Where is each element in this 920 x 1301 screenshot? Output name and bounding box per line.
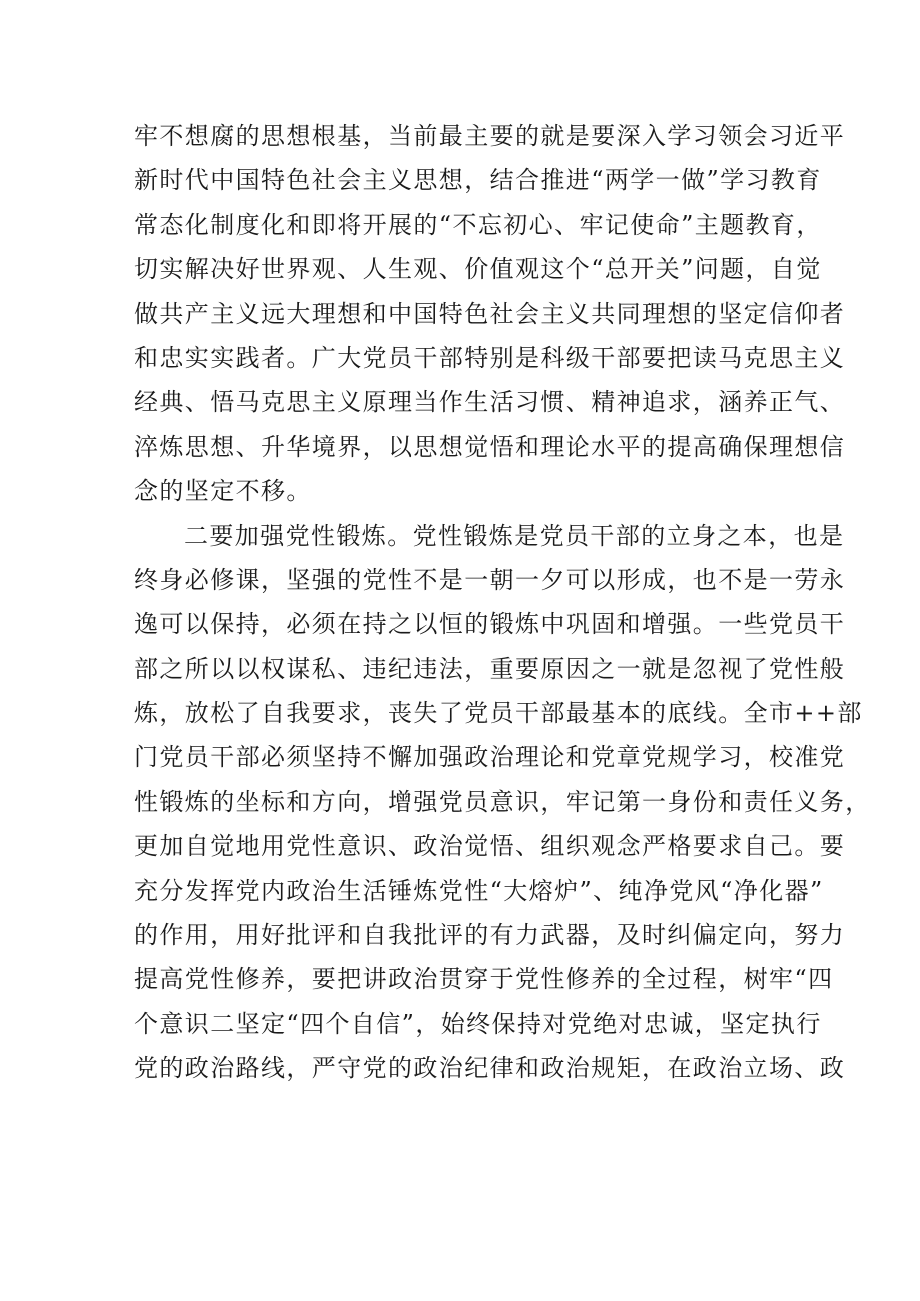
paragraph-line: 部之所以以权谋私、违纪违法，重要原因之一就是忽视了党性般 (134, 654, 846, 683)
paragraph-line: 的作用，用好批评和自我批评的有力武器，及时纠偏定向，努力 (134, 921, 846, 950)
paragraph-line: 念的坚定不移。 (134, 477, 312, 506)
paragraph-line: 和忠实实践者。广大党员干部特别是科级干部要把读马克思主义 (134, 343, 846, 372)
paragraph-line: 门党员干部必须坚持不懈加强政治理论和党章党规学习，校准党 (134, 743, 846, 772)
paragraph-first-line: 二要加强党性锻炼。党性锻炼是党员干部的立身之本，也是 (184, 521, 845, 550)
paragraph-line: 切实解决好世界观、人生观、价值观这个“总开关”问题，自觉 (134, 255, 822, 284)
paragraph-line: 新时代中国特色社会主义思想，结合推进“两学一做”学习教育 (134, 166, 822, 195)
paragraph-line: 常态化制度化和即将开展的“不忘初心、牢记使命”主题教育， (134, 210, 822, 239)
paragraph-line: 个意识二坚定“四个自信”，始终保持对党绝对忠诚，坚定执行 (134, 1009, 822, 1038)
paragraph-line: 淬炼思想、升华境界，以思想觉悟和理论水平的提高确保理想信 (134, 432, 846, 461)
document-body (134, 114, 871, 1091)
paragraph-line: 更加自觉地用党性意识、政治觉悟、组织观念严格要求自己。要 (134, 832, 846, 861)
paragraph-line: 充分发挥党内政治生活锤炼党性“大熔炉”、纯净党风“净化器” (134, 876, 824, 905)
paragraph-line: 提高党性修养，要把讲政治贯穿于党性修养的全过程，树牢“四 (134, 965, 834, 994)
paragraph-line: 逸可以保持，必须在持之以恒的锻炼中巩固和增强。一些党员干 (134, 610, 846, 639)
paragraph-line: 做共产主义远大理想和中国特色社会主义共同理想的坚定信仰者 (134, 299, 846, 328)
paragraph-2 (134, 514, 871, 1091)
paragraph-line: 牢不想腐的思想根基，当前最主要的就是要深入学习领会习近平 (134, 122, 846, 150)
paragraph-line: 经典、悟马克思主义原理当作生活习惯、精神追求，涵养正气、 (134, 388, 846, 417)
paragraph-line: 党的政治路线，严守党的政治纪律和政治规矩，在政治立场、政 (134, 1054, 846, 1083)
paragraph-line: 终身必修课，坚强的党性不是一朝一夕可以形成，也不是一劳永 (134, 565, 846, 594)
paragraph-line: 炼，放松了自我要求，丧失了党员干部最基本的底线。全市++部 (134, 699, 863, 728)
paragraph-line: 性锻炼的坐标和方向，增强党员意识，牢记第一身份和责任义务， (134, 787, 871, 816)
paragraph-1 (134, 114, 846, 514)
